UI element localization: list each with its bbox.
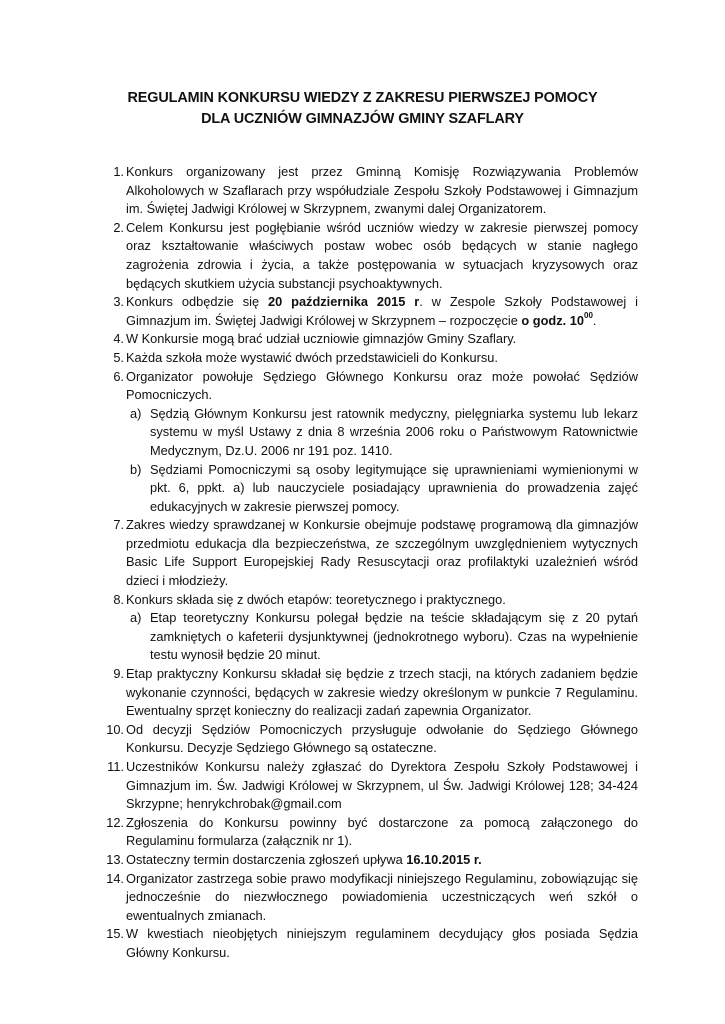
rule-9 xyxy=(108,665,638,721)
rules-list xyxy=(108,163,638,963)
title-line-2: DLA UCZNIÓW GIMNAZJÓW GMINY SZAFLARY xyxy=(201,111,524,127)
rule-number: 8. xyxy=(113,591,124,607)
rule-10 xyxy=(108,721,638,758)
rule-number: 3. xyxy=(113,294,124,310)
rule-11 xyxy=(108,758,638,814)
rule-number: 1. xyxy=(113,164,124,179)
rule-number: 6. xyxy=(113,368,124,384)
rule-1 xyxy=(108,163,638,219)
subpoint-letter: a) xyxy=(130,405,142,421)
rule-6-subpoints xyxy=(126,405,638,517)
rule-text: Organizator powołuje Sędziego Głównego Konkursu oraz może powołać Sędziów Pomocniczych. xyxy=(126,368,638,403)
rule-8 xyxy=(108,591,638,665)
rule-7 xyxy=(108,516,638,590)
rule-text: Celem Konkursu jest pogłębianie wśród uczniów wiedzy w zakresie pierwszej pomocy oraz kształtowanie właściwych postaw wobec osób będących w stanie nagłego zagrożenia zdrowia i życia, a także postępowania w sytuacjach kryzysowych oraz będących skutkiem użycia substancji psychoaktywnych. xyxy=(126,219,638,291)
deadline-date: 16.10.2015 r. xyxy=(406,851,482,867)
rule-13 xyxy=(108,851,638,870)
title-line-1: REGULAMIN KONKURSU WIEDZY Z ZAKRESU PIERWSZEJ POMOCY xyxy=(127,90,598,106)
rule-text: Etap praktyczny Konkursu składał się będzie z trzech stacji, na których zadaniem będzie wykonanie czynności, będących w zakresie wiedzy określonym w punkcie 7 Regulaminu. Ewentualny sprzęt konieczny do realizacji zadań zapewnia Organizator. xyxy=(126,666,638,719)
rule-text-pre: Konkurs odbędzie się xyxy=(126,294,268,310)
rule-8-subpoints xyxy=(126,609,638,665)
rule-text: W kwestiach nieobjętych niniejszym regulaminem decydujący głos posiada Sędzia Główny Konkursu. xyxy=(126,926,638,960)
rule-number: 5. xyxy=(113,349,124,365)
rule-text: Konkurs składa się z dwóch etapów: teoretycznego i praktycznego. xyxy=(126,591,506,607)
rule-text: Od decyzji Sędziów Pomocniczych przysługuje odwołanie do Sędziego Głównego Konkursu. Decyzje Sędziego Głównego są ostateczne. xyxy=(126,721,638,756)
rule-text: Zakres wiedzy sprawdzanej w Konkursie obejmuje podstawę programową dla gimnazjów przedmiotu edukacja dla bezpieczeństwa, ze szczególnym uwzględnieniem wytycznych Basic Life Support Europejskiej Rady Resuscytacji oraz profilaktyki uzależnień wśród dzieci i młodzieży. xyxy=(126,517,638,589)
rule-text: Uczestników Konkursu należy zgłaszać do Dyrektora Zespołu Szkoły Podstawowej i Gimnazjum im. Św. Jadwigi Królowej w Skrzypnem, ul Św. Jadwigi Królowej 128; 34-424 Skrzypne; henrykchrobak@gmail.com xyxy=(126,759,638,812)
rule-text: Konkurs organizowany jest przez Gminną Komisję Rozwiązywania Problemów Alkoholowych w Szaflarach przy współudziale Zespołu Szkoły Podstawowej i Gimnazjum im. Świętej Jadwigi Królowej w Skrzypnem, zwanymi dalej Organizatorem. xyxy=(126,164,638,217)
subpoint-text: Etap teoretyczny Konkursu polegał będzie na teście składającym się z 20 pytań zamkniętych o kafeterii dysjunktywnej (jednokrotnego wyboru). Czas na wypełnienie testu wynosił będzie 20 minut. xyxy=(150,610,638,663)
rule-text-mid: . w Zespole Szkoły Podstawowej i Gimnazjum im. Świętej Jadwigi Królowej w Skrzypnem – rozpoczęcie xyxy=(126,294,638,328)
rule-15 xyxy=(108,925,638,962)
subpoint-a xyxy=(126,405,638,461)
rule-text: Zgłoszenia do Konkursu powinny być dostarczone za pomocą załączonego do Regulaminu formularza (załącznik nr 1). xyxy=(126,814,638,849)
rule-number: 9. xyxy=(113,666,124,682)
rule-number: 14. xyxy=(106,870,124,886)
start-time-minutes: 00 xyxy=(584,311,593,321)
rule-3 xyxy=(108,293,638,330)
rule-number: 2. xyxy=(113,219,124,235)
subpoint-text: Sędzią Głównym Konkursu jest ratownik medyczny, pielęgniarka systemu lub lekarz systemu w myśl Ustawy z dnia 8 września 2006 roku o Państwowym Ratownictwie Medycznym, Dz.U. 2006 nr 191 poz. 1410. xyxy=(150,405,638,458)
document-title xyxy=(0,88,725,130)
rule-text-pre: Ostateczny termin dostarczenia zgłoszeń upływa xyxy=(126,851,407,867)
subpoint-letter: b) xyxy=(130,461,142,477)
rule-text: W Konkursie mogą brać udział uczniowie gimnazjów Gminy Szaflary. xyxy=(126,331,517,347)
subpoint-text: Sędziami Pomocniczymi są osoby legitymujące się uprawnieniami wymienionymi w pkt. 6, ppkt. a) lub nauczyciele posiadający uprawnienia do prowadzenia zajęć edukacyjnych w zakresie pierwszej pomocy. xyxy=(150,461,638,514)
rule-text-post: . xyxy=(592,312,597,328)
rule-12 xyxy=(108,814,638,851)
rule-14 xyxy=(108,870,638,926)
rule-number: 10. xyxy=(106,721,124,737)
rule-text: Organizator zastrzega sobie prawo modyfikacji niniejszego Regulaminu, zobowiązując się jednocześnie do niezwłocznego powiadomienia uczestniczących weń szkół o ewentualnych zmianach. xyxy=(126,870,638,923)
start-time: o godz. $10^{00}$ xyxy=(521,311,593,328)
rule-number: 15. xyxy=(106,926,124,942)
rule-number: 12. xyxy=(106,814,124,830)
rule-text: Każda szkoła może wystawić dwóch przedstawicieli do Konkursu. xyxy=(126,349,498,365)
rule-4 xyxy=(108,330,638,349)
rule-number: 13. xyxy=(106,851,124,867)
rule-number: 4. xyxy=(113,331,124,347)
rule-6 xyxy=(108,368,638,517)
subpoint-a xyxy=(126,609,638,665)
competition-date: 20 października 2015 r xyxy=(267,294,420,310)
subpoint-b xyxy=(126,461,638,517)
rule-5 xyxy=(108,349,638,368)
rule-number: 7. xyxy=(113,517,124,533)
subpoint-letter: a) xyxy=(130,610,142,626)
rule-2 xyxy=(108,219,638,293)
rule-number: 11. xyxy=(107,759,124,774)
